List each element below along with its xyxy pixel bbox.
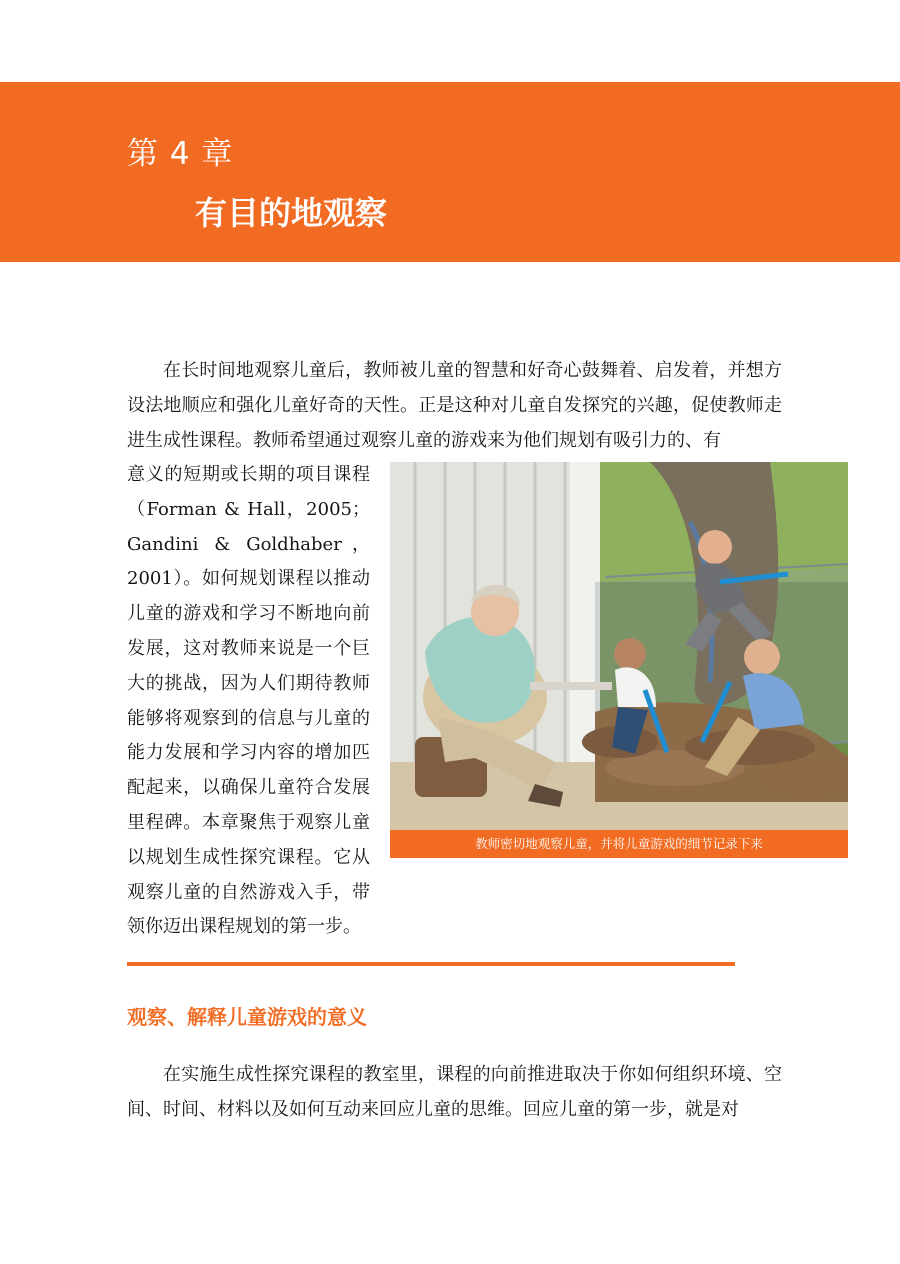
teacher-observing-children-photo — [390, 462, 848, 830]
classroom-photo-figure — [390, 462, 848, 858]
photo-caption: 教师密切地观察儿童，并将儿童游戏的细节记录下来 — [390, 830, 848, 858]
chapter-title: 有目的地观察 — [195, 194, 388, 232]
section-paragraph: 在实施生成性探究课程的教室里，课程的向前推进取决于你如何组织环境、空间、时间、材料以及如何互动来回应儿童的思维。回应儿童的第一步，就是对 — [127, 1064, 782, 1120]
intro-paragraph-wrap: 意义的短期或长期的项目课程（Forman & Hall，2005；Gandini & Goldhaber，2001）。如何规划课程以推动儿童的游戏和学习不断地向前发展，这对教师来说是一个巨大的挑战，因为人们期待教师能够将观察到的信息与儿童的能力发展和学习内容的增加匹配起来，以确保儿童符合发展里程碑。本章聚焦于观察儿童以规划生成性探究课程。它从观察儿童的自然游戏入手，带领你迈出课程规划的第一步。 — [127, 464, 370, 938]
intro-paragraph-start: 在长时间地观察儿童后，教师被儿童的智慧和好奇心鼓舞着、启发着，并想方设法地顺应和强化儿童好奇的天性。正是这种对儿童自发探究的兴趣，促使教师走进生成性课程。教师希望通过观察儿童的游戏来为他们规划有吸引力的、有 — [127, 360, 782, 451]
section-divider — [127, 962, 735, 966]
section-heading: 观察、解释儿童游戏的意义 — [127, 1004, 367, 1029]
chapter-number: 第 4 章 — [127, 136, 234, 172]
